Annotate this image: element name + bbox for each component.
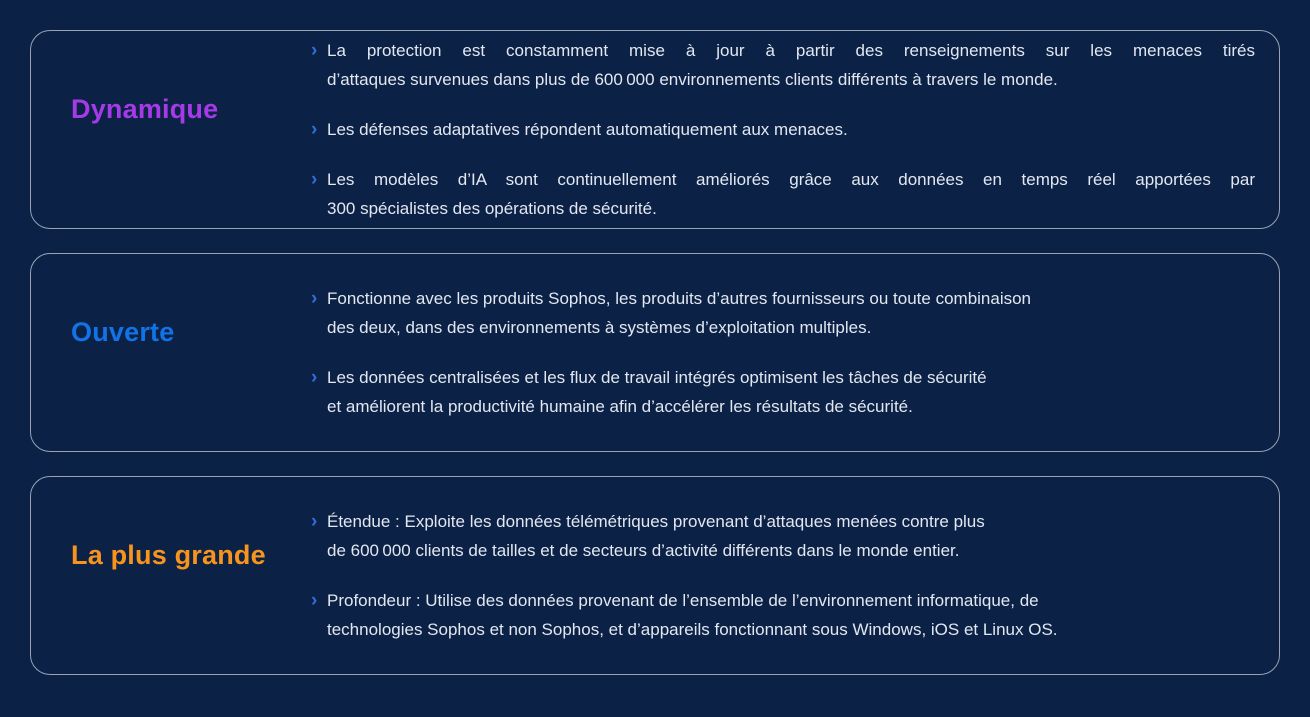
chevron-right-icon: ›: [311, 40, 318, 61]
card-title: La plus grande: [71, 540, 266, 570]
card-title: Dynamique: [71, 94, 219, 124]
bullet-item: [311, 36, 1255, 94]
bullet-line: technologies Sophos et non Sophos, et d’appareils fonctionnant sous Windows, iOS et Linux OS.: [327, 620, 1058, 639]
bullet-text: [327, 507, 1255, 565]
bullet-line: d’attaques survenues dans plus de 600 000 environnements clients différents à travers le monde.: [327, 70, 1058, 89]
chevron-right-icon: ›: [311, 288, 318, 309]
bullet-line: Les données centralisées et les flux de travail intégrés optimisent les tâches de sécurité: [327, 368, 987, 387]
bullet-text: [327, 363, 1255, 421]
card-title: Ouverte: [71, 317, 175, 347]
bullet-text: [327, 36, 1255, 94]
bullet-text: [327, 586, 1255, 644]
bullet-item: [311, 507, 1255, 565]
bullet-item: [311, 586, 1255, 644]
bullet-item: [311, 165, 1255, 223]
bullet-line: Les défenses adaptatives répondent automatiquement aux menaces.: [327, 120, 848, 139]
card-title-column: [31, 317, 311, 348]
bullet-text: [327, 284, 1255, 342]
chevron-right-icon: ›: [311, 511, 318, 532]
card-dynamique: [30, 30, 1280, 229]
bullet-line: Les modèles d’IA sont continuellement améliorés grâce aux données en temps réel apportées par: [327, 170, 1255, 189]
bullet-line: La protection est constamment mise à jour à partir des renseignements sur les menaces tirés: [327, 41, 1255, 60]
card-ouverte: [30, 253, 1280, 452]
chevron-right-icon: ›: [311, 119, 318, 140]
bullet-line: 300 spécialistes des opérations de sécurité.: [327, 199, 657, 218]
card-title-column: [31, 94, 311, 125]
bullet-line: Profondeur : Utilise des données provenant de l’ensemble de l’environnement informatique, de: [327, 591, 1039, 610]
bullet-line: des deux, dans des environnements à systèmes d’exploitation multiples.: [327, 318, 872, 337]
chevron-right-icon: ›: [311, 169, 318, 190]
bullet-item: [311, 115, 1255, 144]
bullet-list: [311, 507, 1279, 644]
card-la-plus-grande: [30, 476, 1280, 675]
bullet-line: Fonctionne avec les produits Sophos, les produits d’autres fournisseurs ou toute combinaison: [327, 289, 1032, 308]
bullet-item: [311, 284, 1255, 342]
card-title-column: [31, 540, 311, 571]
chevron-right-icon: ›: [311, 590, 318, 611]
bullet-line: de 600 000 clients de tailles et de secteurs d’activité différents dans le monde entier.: [327, 541, 960, 560]
bullet-line: et améliorent la productivité humaine afin d’accélérer les résultats de sécurité.: [327, 397, 913, 416]
bullet-item: [311, 363, 1255, 421]
chevron-right-icon: ›: [311, 367, 318, 388]
bullet-list: [311, 36, 1279, 223]
bullet-text: [327, 115, 1255, 144]
bullet-text: [327, 165, 1255, 223]
bullet-list: [311, 284, 1279, 421]
bullet-line: Étendue : Exploite les données télémétriques provenant d’attaques menées contre plus: [327, 512, 985, 531]
